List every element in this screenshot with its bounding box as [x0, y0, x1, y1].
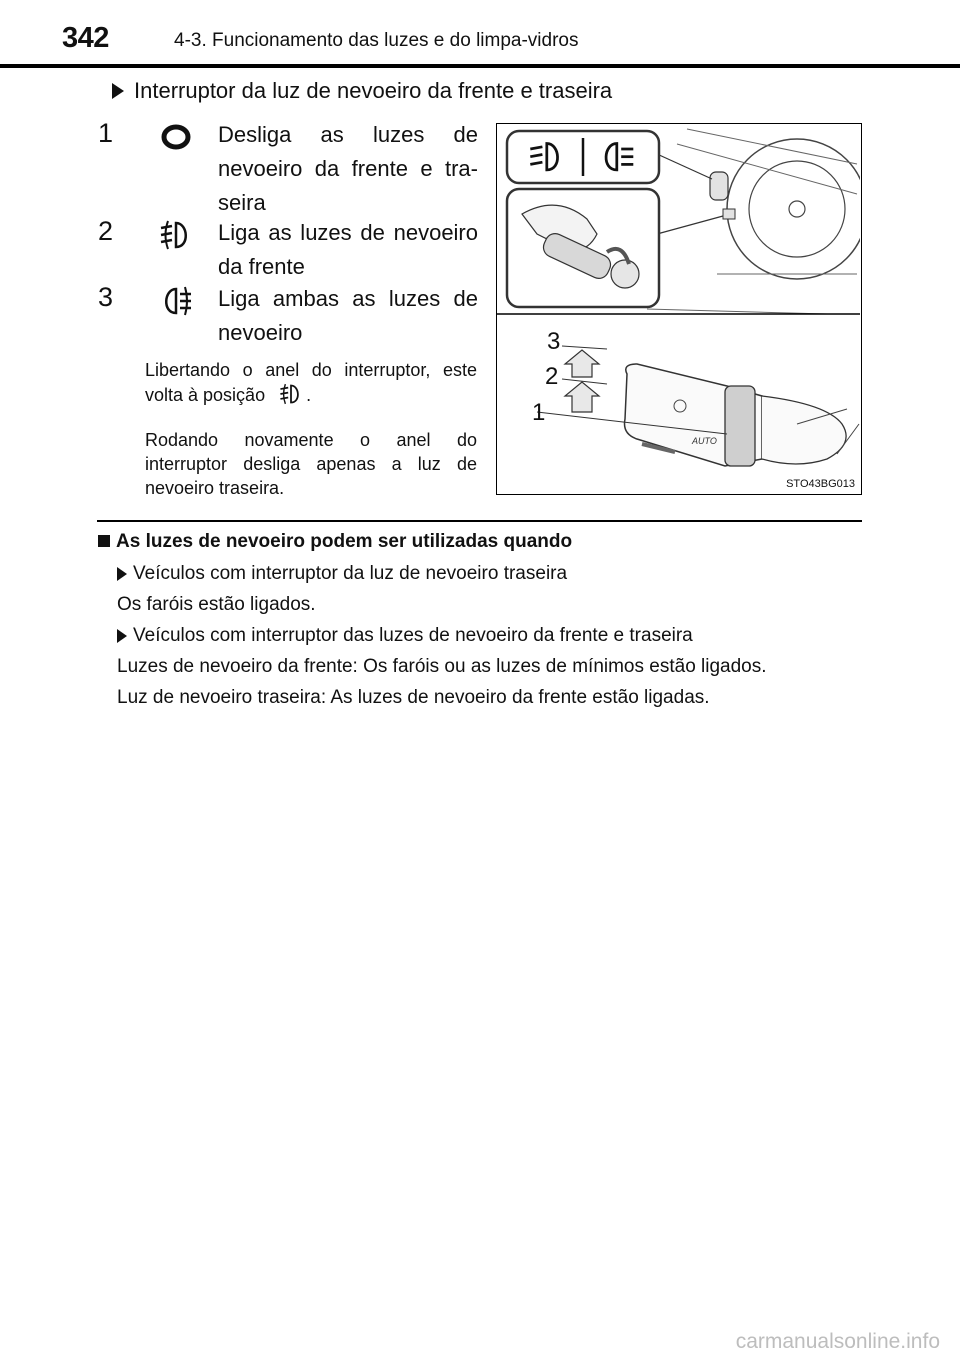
item-text: Liga ambas as luzes de nevoeiro [218, 286, 478, 345]
condition-text: Veículos com interruptor das luzes de nevoeiro da frente e traseira [133, 625, 693, 646]
switch-label: AUTO [692, 436, 717, 446]
illustration [497, 124, 860, 493]
item-number: 2 [98, 216, 114, 246]
item-number: 3 [98, 282, 114, 312]
condition-line: Luz de nevoeiro traseira: As luzes de nevoeiro da frente estão ligadas. [117, 687, 710, 708]
callout-3: 3 [547, 328, 561, 355]
list-item [98, 118, 480, 218]
fog-switch-figure [496, 123, 862, 495]
condition-line [117, 625, 693, 647]
section-heading-text: As luzes de nevoeiro podem ser utilizadas quando [116, 531, 573, 552]
note-release-end: . [306, 385, 312, 405]
front-fog-icon [158, 218, 194, 252]
section-rule [97, 520, 862, 522]
condition-line: Os faróis estão ligados. [117, 594, 316, 615]
chapter-title: 4-3. Funcionamento das luzes e do limpa-vidros [174, 30, 579, 51]
rear-fog-icon [158, 284, 194, 318]
item-text: Desliga as luzes de nevoeiro da frente e tra-seira [218, 122, 478, 215]
condition-line [117, 563, 567, 585]
callout-1: 1 [532, 399, 546, 426]
condition-line: Luzes de nevoeiro da frente: Os faróis ou as luzes de mínimos estão ligados. [117, 656, 767, 677]
note-release-text: Libertando o anel do interruptor, este volta à posição [145, 360, 477, 405]
note-rotate: Rodando novamente o anel do interruptor desliga apenas a luz de nevoeiro traseira. [145, 430, 477, 498]
item-number: 1 [98, 118, 114, 148]
arrow-bullet-icon [112, 83, 124, 99]
arrow-bullet-icon [117, 629, 127, 643]
square-bullet-icon [98, 535, 110, 547]
header-rule [0, 64, 960, 68]
item-text: Liga as luzes de nevoeiro da frente [218, 220, 478, 279]
section-heading [98, 531, 572, 553]
arrow-bullet-icon [117, 567, 127, 581]
fog-off-icon [158, 120, 194, 154]
sub-heading-text: Interruptor da luz de nevoeiro da frente e traseira [134, 78, 613, 103]
watermark: carmanualsonline.info [735, 1330, 940, 1353]
callout-2: 2 [545, 363, 559, 390]
figure-code: STO43BG013 [786, 478, 855, 490]
front-fog-icon [278, 382, 304, 406]
page-number: 342 [62, 22, 109, 54]
sub-heading [112, 78, 612, 104]
condition-text: Veículos com interruptor da luz de nevoeiro traseira [133, 563, 568, 584]
note-release [145, 358, 477, 407]
